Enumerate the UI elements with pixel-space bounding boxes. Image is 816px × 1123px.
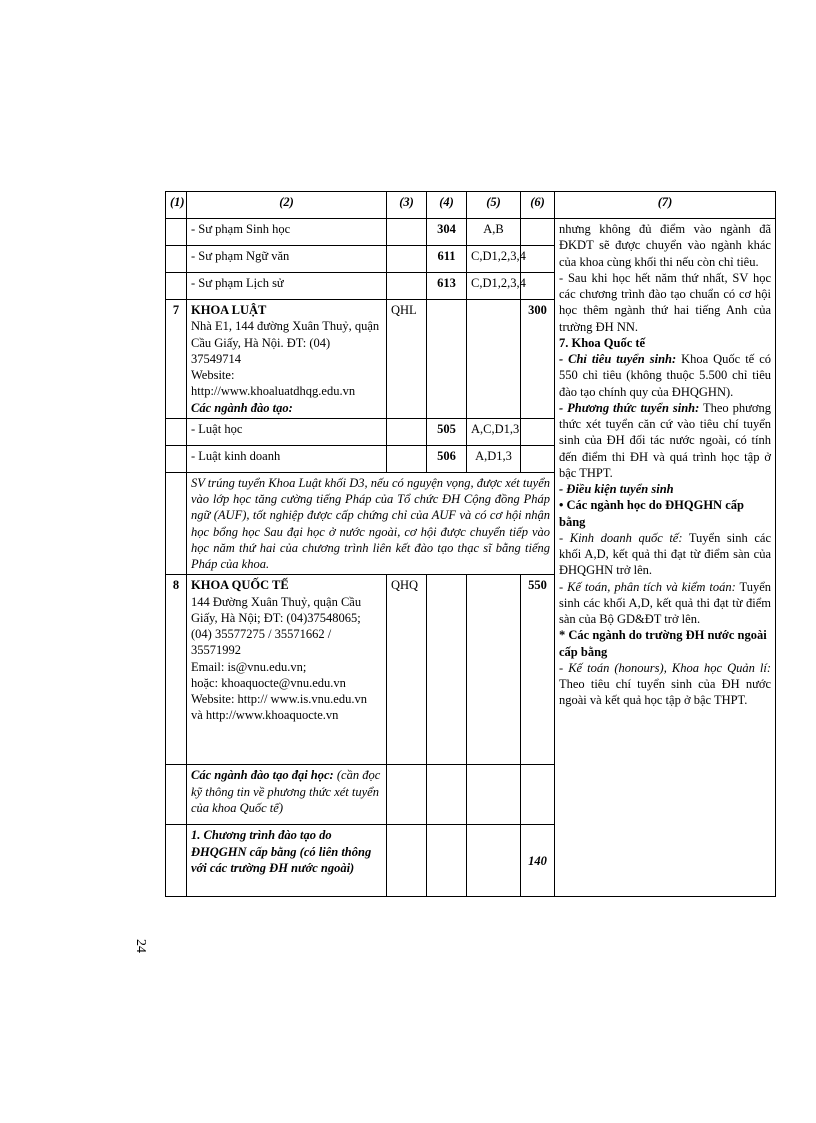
table-row [166, 219, 776, 246]
admissions-table [165, 191, 776, 897]
notes-column [555, 219, 776, 897]
kd-label: - Kinh doanh quốc tế: [559, 530, 683, 545]
faculty-email: Email: is@vnu.edu.vn; [191, 659, 307, 674]
faculty-quota: 550 [521, 575, 555, 765]
row-number: 8 [166, 575, 187, 765]
faculty-website: Website: http:// www.is.vnu.edu.vn [191, 692, 367, 706]
header-cell: (1) [166, 192, 187, 219]
header-cell: (2) [187, 192, 387, 219]
quota-label: - Chỉ tiêu tuyển sinh: [559, 352, 677, 366]
faculty-email-alt: hoặc: khoaquocte@vnu.edu.vn [191, 675, 346, 690]
faculty-info [187, 575, 387, 765]
faculty-title: KHOA LUẬT [191, 303, 267, 317]
foreign-label: * Các ngành do trường ĐH nước ngoài cấp bằng [559, 628, 767, 659]
major-name: - Luật học [187, 418, 387, 445]
kt-text: Tuyển sinh các khối A,D, kết quả thi đạt từ điểm sàn của Bộ GD&ĐT trở lên. [559, 579, 771, 626]
program-title: 1. Chương trình đào tạo do ĐHQGHN cấp bằng (có liên thông với các trường ĐH nước ngoài) [187, 825, 387, 897]
kt2-text: Theo tiêu chí tuyển sinh của ĐH nước ngoài và kết quả học tập ở bậc THPT. [559, 677, 771, 708]
major-block: A,C,D1,3 [467, 418, 521, 445]
faculty-code: QHL [387, 300, 427, 419]
program-quota: 140 [521, 825, 555, 897]
majors-heading-bold: Các ngành đào tạo đại học: [191, 768, 334, 783]
law-note: SV trúng tuyển Khoa Luật khối D3, nếu có nguyện vọng, được xét tuyển vào lớp học tăng cường tiếng Pháp của Tổ chức ĐH Cộng đồng Pháp ngữ (AUF), tốt nghiệp được cấp chứng chỉ của AUF và có cơ hội nhận học bổng học Sau đại học ở nước ngoài, cơ hội được chuyển tiếp vào học năm thứ hai của chương trình liên kết đào tạo thạc sĩ bằng tiếng Pháp của khoa. [187, 472, 555, 575]
majors-heading-note: (cần đọc kỹ thông tin về phương thức xét tuyển của khoa Quốc tế) [191, 768, 381, 815]
vnu-label: • Các ngành học do ĐHQGHN cấp bằng [559, 498, 744, 529]
majors-heading: Các ngành đào tạo: [191, 400, 293, 415]
major-code: 613 [427, 273, 467, 300]
majors-heading [187, 765, 387, 825]
major-name: - Sư phạm Sinh học [187, 219, 387, 246]
header-row [166, 192, 776, 219]
major-code: 611 [427, 246, 467, 273]
major-name: - Sư phạm Lịch sử [187, 273, 387, 300]
row-number: 7 [166, 300, 187, 419]
kt-label: - Kế toán, phân tích và kiểm toán: [559, 579, 736, 594]
quota-text: Khoa Quốc tế có 550 chỉ tiêu (không thuộc 5.500 chỉ tiêu đào tạo chính quy của ĐHQGHN). [559, 352, 771, 399]
header-cell: (5) [467, 192, 521, 219]
note-heading-intl: 7. Khoa Quốc tế [559, 335, 646, 350]
note-p1: nhưng không đủ điểm vào ngành đã ĐKDT sẽ được chuyển vào ngành khác của khoa cùng khối thi nếu còn chỉ tiêu. [559, 222, 771, 269]
faculty-quota: 300 [521, 300, 555, 419]
major-block: A,D1,3 [467, 445, 521, 472]
major-code: 505 [427, 418, 467, 445]
method-text: Theo phương thức xét tuyển căn cứ vào tiêu chí tuyển sinh của ĐH đối tác nước ngoài, có tính đến điểm thi ĐH và quá trình học tập ở bậc THPT. [559, 400, 771, 480]
note-p2: - Sau khi học hết năm thứ nhất, SV học các chương trình đào tạo chuẩn có cơ hội học thêm ngành thứ hai tiếng Anh của trường ĐH NN. [559, 270, 771, 334]
header-cell: (6) [521, 192, 555, 219]
faculty-website: Website: http://www.khoaluatdhqg.edu.vn [191, 368, 356, 399]
major-name: - Sư phạm Ngữ văn [187, 246, 387, 273]
kd-text: Tuyển sinh các khối A,D, kết quả thi đạt từ điểm sàn của ĐHQGHN trở lên. [559, 530, 771, 578]
faculty-address: Nhà E1, 144 đường Xuân Thuỷ, quận Cầu Giấy, Hà Nội. ĐT: (04) 37549714 [191, 319, 380, 366]
major-block: C,D1,2,3,4 [467, 246, 521, 273]
faculty-address: 144 Đường Xuân Thuỷ, quận Cầu Giấy, Hà Nội; ĐT: (04)37548065; [191, 594, 362, 625]
major-block: C,D1,2,3,4 [467, 273, 521, 300]
faculty-title: KHOA QUỐC TẾ [191, 578, 289, 593]
method-label: - Phương thức tuyển sinh: [559, 400, 700, 415]
faculty-phones: (04) 35577275 / 35571662 / 35571992 [191, 627, 332, 658]
header-cell: (4) [427, 192, 467, 219]
header-cell: (7) [555, 192, 776, 219]
major-name: - Luật kinh doanh [187, 445, 387, 472]
faculty-code: QHQ [387, 575, 427, 765]
major-code: 304 [427, 219, 467, 246]
page-number: 24 [133, 939, 148, 953]
faculty-info [187, 300, 387, 419]
condition-label: - Điều kiện tuyển sinh [559, 482, 674, 496]
major-code: 506 [427, 445, 467, 472]
header-cell: (3) [387, 192, 427, 219]
faculty-website-alt: và http://www.khoaquocte.vn [191, 708, 339, 723]
major-block: A,B [467, 219, 521, 246]
kt2-label: - Kế toán (honours), Khoa học Quản lí: [559, 660, 771, 675]
